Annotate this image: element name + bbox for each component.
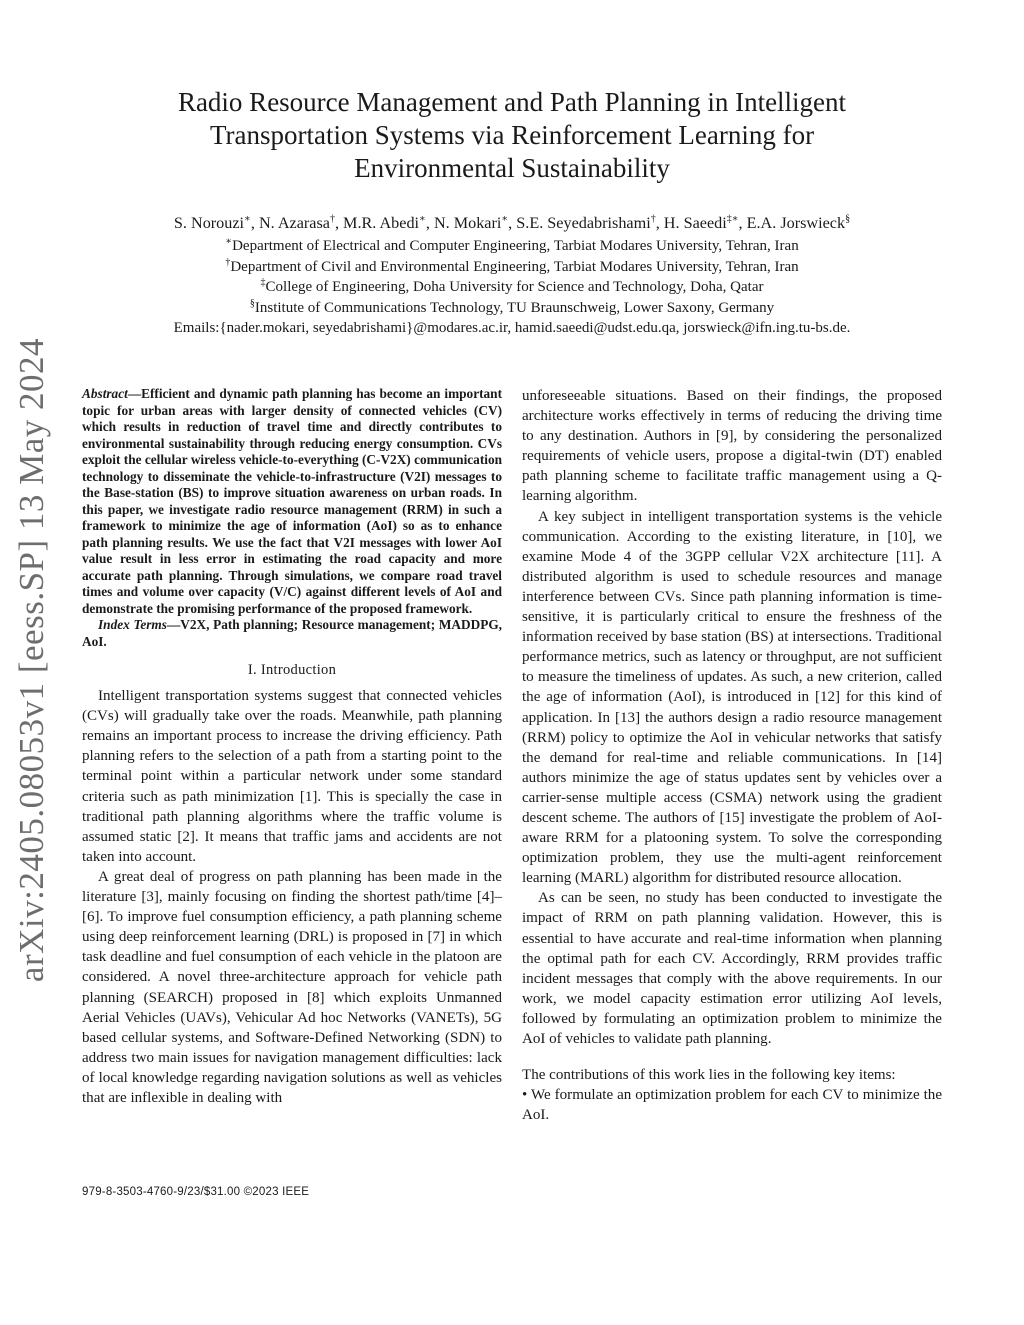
abstract-text: —Efficient and dynamic path planning has become an important topic for urban areas with larger density of connected vehicles (CV) which results in reduction of travel time and directly contributes to environmental sustainability through reducing energy consumption. CVs exploit the cellular wireless vehicle-to-everything (C-V2X) communication technology to disseminate the vehicle-to-infrastructure (V2I) messages to the Base-station (BS) to improve situation awareness on urban roads. In this paper, we investigate radio resource management (RRM) in such a framework to minimize the age of information (AoI) so as to enhance path planning results. We use the fact that V2I messages with lower AoI value result in less error in estimating the road capacity and more accurate path planning. Through simulations, we compare road travel times and volume over capacity (V/C) against different levels of AoI and demonstrate the promising performance of the proposed framework.	[82, 386, 502, 616]
affiliation	[80, 277, 944, 298]
author-separator: ,	[334, 214, 344, 232]
bullet-icon: •	[522, 1087, 528, 1104]
affiliation-mark: ∗	[501, 213, 509, 225]
author-name: N. Azarasa	[258, 214, 330, 232]
affiliation-mark: ‡∗	[726, 213, 739, 225]
affiliation-mark: ∗	[419, 213, 426, 225]
arxiv-identifier: arXiv:2405.08053v1 [eess.SP] 13 May 2024	[12, 337, 51, 983]
affiliation-mark: §	[845, 213, 851, 225]
affiliation-mark: †	[650, 213, 656, 225]
section-heading: I. Introduction	[247, 662, 337, 678]
affiliation-mark: †	[329, 213, 335, 225]
index-terms-label: Index Terms	[98, 617, 167, 632]
title-line: Transportation Systems via Reinforcement Learning for	[209, 120, 815, 150]
contributions-intro: The contributions of this work lies in the following key items:	[522, 1067, 896, 1084]
affiliation-mark: §	[249, 297, 255, 309]
paragraph: As can be seen, no study has been conducted to investigate the impact of RRM on path planning validation. However, this is essential to have accurate and real-time information when planning the optimal path for each CV. Accordingly, RRM provides traffic incident messages that comply with the above requirements. In our work, we model capacity estimation error utilizing AoI levels, followed by formulating an optimization problem to minimize the AoI of vehicles to validate path planning.	[522, 890, 942, 1047]
abstract	[82, 386, 502, 617]
arxiv-sidebar	[4, 337, 60, 983]
index-terms	[82, 617, 502, 650]
paragraph: unforeseeable situations. Based on their findings, the proposed architecture works effectively in terms of reducing the driving time to any destination. Authors in [9], by considering the personalized requirements of vehicle users, propose a digital-twin (DT) enabled path planning scheme to facilitate traffic management using a Q-learning algorithm.	[522, 388, 942, 505]
author-separator: ,	[655, 214, 664, 232]
paragraph: A great deal of progress on path planning has been made in the literature [3], mainly focusing on finding the shortest path/time [4]–[6]. To improve fuel consumption efficiency, a path planning scheme using deep reinforcement learning (DRL) is proposed in [7] in which task deadline and fuel consumption of each vehicle in the platoon are considered. A novel three-architecture approach for vehicle path planning (SEARCH) proposed in [8] which exploits Unmanned Aerial Vehicles (UAVs), Vehicular Ad hoc Networks (VANETs), 5G based cellular systems, and Software-Defined Networking (SDN) to address two main issues for navigation management difficulties: lack of local knowledge regarding navigation solutions as well as vehicles that are inflexible in dealing with	[82, 868, 502, 1106]
author-name: M.R. Abedi	[343, 214, 420, 232]
author-name: E.A. Jorswieck	[746, 214, 846, 232]
affiliation-text: Department of Electrical and Computer Engineering, Tarbiat Modares University, Tehran, Iran	[232, 238, 799, 254]
paper-title	[120, 86, 904, 185]
author-separator: ,	[508, 214, 517, 232]
title-line: Environmental Sustainability	[354, 153, 670, 183]
author-name: H. Saeedi	[663, 214, 727, 232]
affiliation-text: College of Engineering, Doha University for Science and Technology, Doha, Qatar	[265, 279, 764, 295]
author-separator: ,	[738, 214, 747, 232]
affiliation	[80, 236, 944, 257]
paragraph: Intelligent transportation systems suggest that connected vehicles (CVs) will gradually take over the roads. Meanwhile, path planning remains an important process to increase the driving efficiency. Path planning refers to the selection of a path from a starting point to the terminal point within a particular network under some standard criteria such as path minimization [1]. This is specially the case in traditional path planning algorithms where the traffic volume is assumed static [2]. It means that traffic jams and accidents are not taken into account.	[82, 688, 502, 865]
email-list: Emails:{nader.mokari, seyedabrishami}@modares.ac.ir, hamid.saeedi@udst.edu.qa, jorswieck@ifn.ing.tu-bs.de.	[173, 320, 851, 336]
title-line: Radio Resource Management and Path Planning in Intelligent	[177, 87, 847, 117]
author-name: S.E. Seyedabrishami	[516, 214, 651, 232]
author-separator: ,	[425, 214, 434, 232]
author-name: S. Norouzi	[173, 214, 245, 232]
affiliation-mark: ‡	[260, 277, 266, 288]
right-column	[522, 386, 942, 1125]
author-name: N. Mokari	[433, 214, 502, 232]
affiliation	[80, 257, 944, 278]
paragraph: A key subject in intelligent transportation systems is the vehicle communication. According to the existing literature, in [10], we examine Mode 4 of the 3GPP cellular V2X architecture [11]. A distributed algorithm is used to schedule resources and manage interference between CVs. Since path planning information is time-sensitive, it is particularly critical to ensure the freshness of the information received by base station (BS) at intersections. Traditional performance metrics, such as latency or throughput, are not sufficient to measure the timeliness of updates. As such, a new criterion, called the age of information (AoI), is introduced in [12] for this kind of application. In [13] the authors design a radio resource management (RRM) policy to optimize the AoI in vehicular networks that satisfy the demand for real-time and reliable communications. In [14] authors minimize the age of status updates sent by vehicles over a carrier-sense multiple access (CSMA) network using the gradient descent scheme. The authors of [15] investigate the problem of AoI-aware RRM for a platooning system. To solve the corresponding optimization problem, they use the multi-agent reinforcement learning (MARL) algorithm for distributed resource allocation.	[522, 508, 942, 887]
abstract-label: Abstract	[82, 386, 128, 401]
left-column	[82, 386, 502, 1108]
list-item-text: We formulate an optimization problem for each CV to minimize the AoI.	[522, 1087, 942, 1124]
copyright-footer: 979-8-3503-4760-9/23/$31.00 ©2023 IEEE	[82, 1186, 310, 1198]
affiliation-text: Institute of Communications Technology, TU Braunschweig, Lower Saxony, Germany	[254, 299, 775, 316]
affiliation-mark: ∗	[244, 213, 251, 225]
author-list	[80, 213, 944, 234]
list-item	[522, 1085, 942, 1125]
affiliation-text: Department of Civil and Environmental Engineering, Tarbiat Modares University, Tehran, Iran	[230, 258, 799, 275]
affiliation-list	[80, 236, 944, 339]
index-terms-text: —V2X, Path planning; Resource management; MADDPG, AoI.	[82, 617, 502, 649]
affiliation-mark: †	[225, 256, 231, 268]
affiliation	[80, 298, 944, 319]
affiliation-mark: ∗	[225, 236, 233, 247]
author-separator: ,	[250, 214, 259, 232]
